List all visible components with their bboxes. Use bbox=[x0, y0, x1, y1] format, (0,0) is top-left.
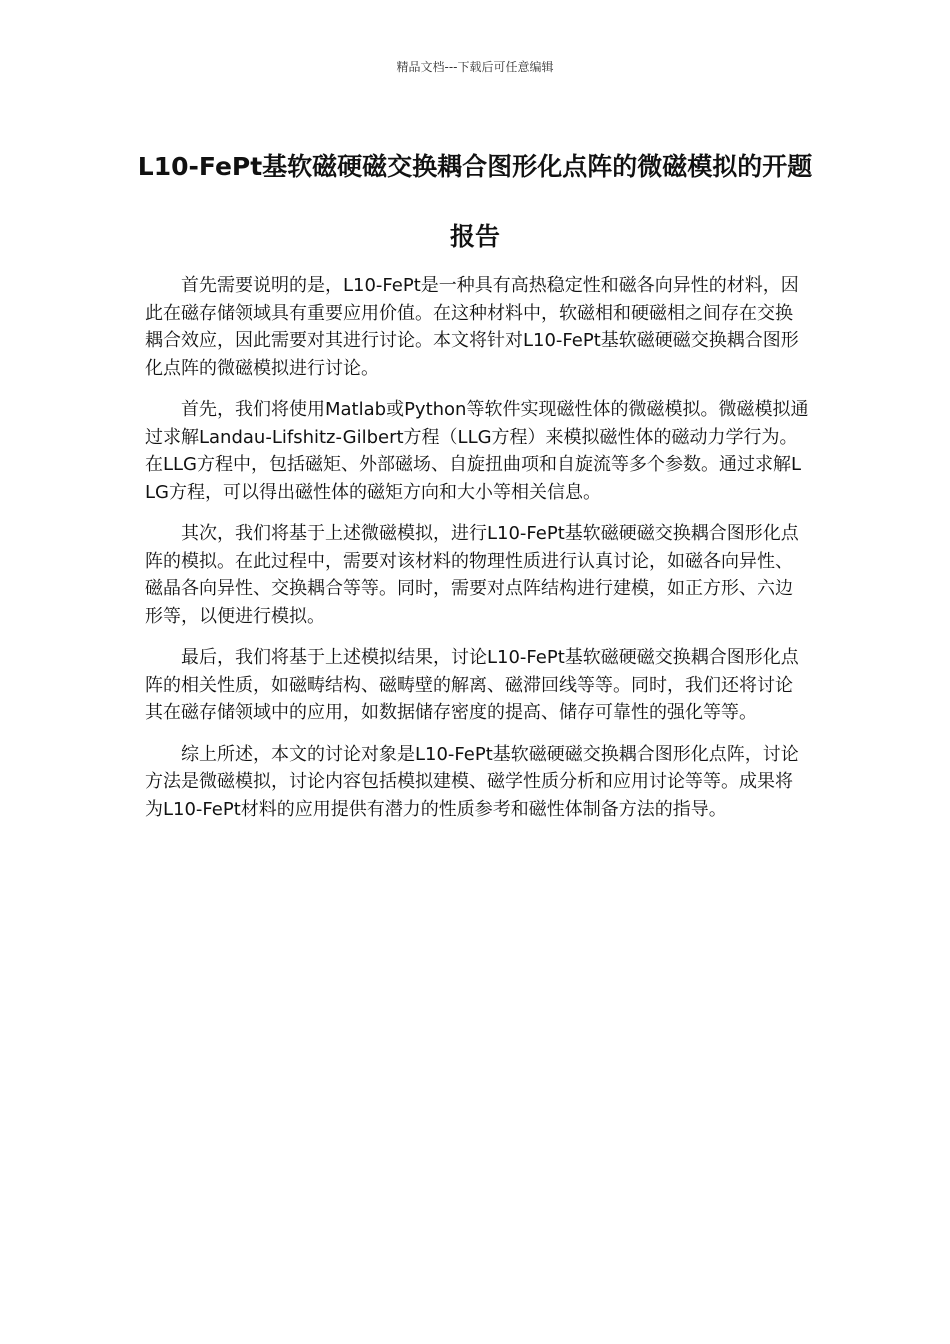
page-header: 精品文档---下载后可任意编辑 bbox=[396, 60, 554, 74]
paragraph-results-discussion: 最后，我们将基于上述模拟结果，讨论L10-FePt基软磁硬磁交换耦合图形化点阵的相关性质，如磁畴结构、磁畴壁的解离、磁滞回线等等。同时，我们还将讨论其在磁存储领域中的应用，如数据储存密度的提高、储存可靠性的强化等等。 bbox=[145, 647, 799, 723]
document-body bbox=[145, 272, 810, 837]
paragraph-simulation-method: 首先，我们将使用Matlab或Python等软件实现磁性体的微磁模拟。微磁模拟通过求解Landau-Lifshitz-Gilbert方程（LLG方程）来模拟磁性体的磁动力学行为。在LLG方程中，包括磁矩、外部磁场、自旋扭曲项和自旋流等多个参数。通过求解LLG方程，可以得出磁性体的磁矩方向和大小等相关信息。 bbox=[145, 399, 809, 503]
document-title: L10-FePt基软磁硬磁交换耦合图形化点阵的微磁模拟的开题报告 bbox=[137, 152, 813, 251]
paragraph-introduction: 首先需要说明的是，L10-FePt是一种具有高热稳定性和磁各向异性的材料，因此在磁存储领域具有重要应用价值。在这种材料中，软磁相和硬磁相之间存在交换耦合效应，因此需要对其进行讨论。本文将针对L10-FePt基软磁硬磁交换耦合图形化点阵的微磁模拟进行讨论。 bbox=[145, 275, 799, 379]
paragraph-lattice-simulation: 其次，我们将基于上述微磁模拟，进行L10-FePt基软磁硬磁交换耦合图形化点阵的模拟。在此过程中，需要对该材料的物理性质进行认真讨论，如磁各向异性、磁晶各向异性、交换耦合等等。同时，需要对点阵结构进行建模，如正方形、六边形等，以便进行模拟。 bbox=[145, 523, 799, 627]
paragraph-conclusion: 综上所述，本文的讨论对象是L10-FePt基软磁硬磁交换耦合图形化点阵，讨论方法是微磁模拟，讨论内容包括模拟建模、磁学性质分析和应用讨论等等。成果将为L10-FePt材料的应用提供有潜力的性质参考和磁性体制备方法的指导。 bbox=[145, 743, 799, 820]
